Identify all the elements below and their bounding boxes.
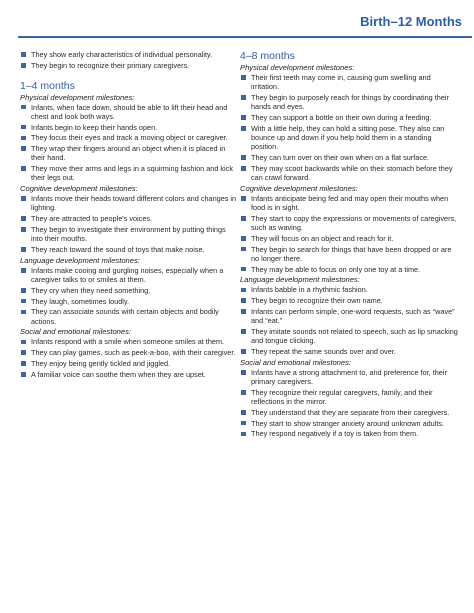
list-item bbox=[240, 194, 458, 212]
square-bullet-icon bbox=[21, 196, 26, 201]
list-item-text: They start to copy the expressions or movements of caregivers, such as waving. bbox=[251, 213, 457, 232]
list-item bbox=[240, 153, 458, 162]
list-item bbox=[20, 194, 238, 212]
group-title-social: Social and emotional milestones: bbox=[240, 357, 352, 367]
physical-list bbox=[20, 103, 238, 183]
square-bullet-icon bbox=[241, 236, 246, 241]
square-bullet-icon bbox=[21, 105, 26, 110]
list-item-text: Infants have a strong attachment to, and preference for, their primary caregivers. bbox=[251, 367, 447, 386]
list-item bbox=[20, 359, 238, 368]
list-item-text: They begin to purposely reach for things by coordinating their hands and eyes. bbox=[251, 93, 449, 112]
list-item bbox=[20, 133, 238, 142]
list-item bbox=[20, 50, 238, 59]
list-item bbox=[240, 113, 458, 122]
list-item-text: They are attracted to people's voices. bbox=[31, 214, 153, 224]
group-title-physical: Physical development milestones: bbox=[20, 92, 135, 102]
list-item bbox=[240, 265, 458, 274]
list-item bbox=[20, 286, 238, 295]
list-item bbox=[240, 124, 458, 152]
list-item-text: They may scoot backwards while on their stomach before they can crawl forward. bbox=[251, 163, 453, 182]
square-bullet-icon bbox=[21, 268, 26, 273]
list-item-text: Infants can perform simple, one-word requests, such as “wave” and “eat.” bbox=[251, 306, 455, 326]
square-bullet-icon bbox=[241, 95, 246, 100]
list-item bbox=[240, 429, 458, 438]
square-bullet-icon bbox=[241, 216, 246, 221]
group-title-physical: Physical development milestones: bbox=[240, 63, 355, 72]
square-bullet-icon bbox=[241, 370, 246, 375]
list-item-text: They reach toward the sound of toys that make noise. bbox=[31, 244, 205, 254]
list-item-text: Infants babble in a rhythmic fashion. bbox=[251, 285, 368, 295]
physical-list bbox=[240, 73, 458, 182]
list-item bbox=[240, 419, 458, 428]
group-title-cognitive: Cognitive development milestones: bbox=[20, 184, 138, 194]
list-item-text: They move their arms and legs in a squirming fashion and kick their legs out. bbox=[31, 164, 233, 183]
square-bullet-icon bbox=[21, 247, 26, 252]
square-bullet-icon bbox=[21, 216, 26, 221]
square-bullet-icon bbox=[241, 155, 246, 160]
list-item bbox=[240, 296, 458, 305]
square-bullet-icon bbox=[241, 298, 246, 303]
list-item bbox=[240, 307, 458, 325]
list-item-text: They laugh, sometimes loudly. bbox=[31, 296, 130, 306]
list-item-text: They show early characteristics of individual personality. bbox=[31, 50, 213, 59]
section-title-1-4-months: 1–4 months bbox=[20, 79, 75, 92]
square-bullet-icon bbox=[21, 166, 26, 171]
list-item-text: They will focus on an object and reach for it. bbox=[251, 233, 394, 243]
list-item bbox=[240, 285, 458, 294]
square-bullet-icon bbox=[241, 247, 246, 252]
list-item bbox=[20, 123, 238, 132]
list-item-text: They understand that they are separate from their caregivers. bbox=[251, 407, 450, 417]
square-bullet-icon bbox=[241, 115, 246, 120]
square-bullet-icon bbox=[21, 310, 26, 315]
list-item-text: They begin to investigate their environment by putting things into their mouths. bbox=[31, 224, 226, 244]
list-item bbox=[20, 144, 238, 162]
list-item bbox=[20, 164, 238, 182]
square-bullet-icon bbox=[241, 432, 246, 437]
list-item-text: A familiar voice can soothe them when they are upset. bbox=[31, 369, 206, 379]
square-bullet-icon bbox=[241, 390, 246, 395]
square-bullet-icon bbox=[21, 146, 26, 151]
list-item-text: They recognize their regular caregivers, family, and their reflections in the mirror. bbox=[251, 387, 433, 406]
list-item bbox=[240, 347, 458, 356]
list-item bbox=[240, 164, 458, 182]
list-item-text: With a little help, they can hold a sitting pose. They also can bounce up and down if you help hold them in a standing position. bbox=[251, 123, 445, 152]
list-item bbox=[20, 348, 238, 357]
list-item bbox=[240, 73, 458, 91]
list-item-text: They start to show stranger anxiety around unknown adults. bbox=[251, 418, 445, 428]
square-bullet-icon bbox=[21, 361, 26, 366]
list-item bbox=[20, 297, 238, 306]
square-bullet-icon bbox=[21, 227, 26, 232]
square-bullet-icon bbox=[21, 372, 26, 377]
social-list bbox=[20, 337, 238, 379]
square-bullet-icon bbox=[241, 349, 246, 354]
list-item bbox=[20, 245, 238, 254]
list-item-text: They respond negatively if a toy is taken from them. bbox=[251, 429, 419, 439]
list-item-text: They begin to search for things that have been dropped or are no longer there. bbox=[251, 244, 452, 263]
list-item-text: They begin to recognize their primary caregivers. bbox=[31, 60, 190, 70]
list-item bbox=[240, 408, 458, 417]
list-item-text: They focus their eyes and track a moving object or caregiver. bbox=[31, 133, 228, 143]
list-item bbox=[20, 225, 238, 243]
list-item bbox=[240, 388, 458, 406]
list-item bbox=[20, 266, 238, 284]
intro-list bbox=[20, 50, 238, 70]
list-item bbox=[20, 61, 238, 70]
square-bullet-icon bbox=[241, 421, 246, 426]
list-item-text: They imitate sounds not related to speech, such as lip smacking and tongue clicking. bbox=[251, 326, 458, 346]
list-item bbox=[20, 370, 238, 379]
list-item-text: Infants anticipate being fed and may open their mouths when food is in sight. bbox=[251, 193, 449, 212]
square-bullet-icon bbox=[21, 63, 26, 68]
list-item bbox=[240, 327, 458, 345]
square-bullet-icon bbox=[21, 136, 26, 141]
list-item-text: They may be able to focus on only one toy at a time. bbox=[251, 264, 421, 274]
list-item-text: They enjoy being gently tickled and jiggled. bbox=[31, 358, 171, 368]
left-column bbox=[20, 50, 238, 381]
square-bullet-icon bbox=[241, 288, 246, 293]
square-bullet-icon bbox=[21, 125, 26, 130]
group-title-cognitive: Cognitive development milestones: bbox=[240, 183, 358, 193]
list-item-text: They can associate sounds with certain objects and bodily actions. bbox=[31, 307, 219, 326]
list-item-text: They can support a bottle on their own during a feeding. bbox=[251, 113, 432, 122]
list-item bbox=[240, 368, 458, 386]
list-item-text: Infants begin to keep their hands open. bbox=[31, 122, 158, 132]
list-item-text: Infants respond with a smile when someone smiles at them. bbox=[31, 337, 225, 347]
square-bullet-icon bbox=[241, 267, 246, 272]
list-item-text: They begin to recognize their own name. bbox=[251, 296, 383, 306]
square-bullet-icon bbox=[241, 75, 246, 80]
list-item bbox=[20, 103, 238, 121]
cognitive-list bbox=[240, 194, 458, 274]
list-item-text: They can turn over on their own when on a flat surface. bbox=[251, 153, 430, 162]
list-item-text: Infants, when face down, should be able to lift their head and chest and look both ways. bbox=[31, 102, 228, 121]
list-item-text: They repeat the same sounds over and over. bbox=[251, 346, 396, 356]
list-item-text: They can play games, such as peek-a-boo, with their caregiver. bbox=[31, 348, 236, 358]
list-item-text: Infants move their heads toward different colors and changes in lighting. bbox=[31, 194, 237, 213]
list-item bbox=[20, 337, 238, 346]
square-bullet-icon bbox=[21, 350, 26, 355]
header-rule bbox=[18, 36, 472, 38]
square-bullet-icon bbox=[241, 126, 246, 131]
list-item bbox=[20, 307, 238, 325]
list-item bbox=[240, 234, 458, 243]
square-bullet-icon bbox=[21, 340, 26, 345]
list-item bbox=[20, 214, 238, 223]
square-bullet-icon bbox=[21, 288, 26, 293]
group-title-language: Language development milestones: bbox=[240, 275, 360, 285]
square-bullet-icon bbox=[241, 410, 246, 415]
list-item-text: They wrap their fingers around an object when it is placed in their hand. bbox=[31, 144, 226, 163]
list-item bbox=[240, 214, 458, 232]
list-item bbox=[240, 245, 458, 263]
group-title-language: Language development milestones: bbox=[20, 255, 140, 265]
language-list bbox=[20, 266, 238, 326]
section-title-4-8-months: 4–8 months bbox=[240, 50, 295, 62]
list-item-text: Infants make cooing and gurgling noises, especially when a caregiver talks to or smiles at them. bbox=[31, 265, 224, 284]
square-bullet-icon bbox=[21, 52, 26, 57]
group-title-social: Social and emotional milestones: bbox=[20, 327, 132, 337]
cognitive-list bbox=[20, 194, 238, 254]
square-bullet-icon bbox=[241, 196, 246, 201]
square-bullet-icon bbox=[21, 299, 26, 304]
square-bullet-icon bbox=[241, 329, 246, 334]
square-bullet-icon bbox=[241, 309, 246, 314]
right-column bbox=[240, 50, 458, 440]
square-bullet-icon bbox=[241, 166, 246, 171]
language-list bbox=[240, 285, 458, 356]
page-title: Birth–12 Months bbox=[360, 14, 462, 29]
list-item-text: Their first teeth may come in, causing gum swelling and irritation. bbox=[251, 73, 431, 92]
list-item bbox=[240, 93, 458, 111]
list-item-text: They cry when they need something. bbox=[31, 285, 151, 295]
social-list bbox=[240, 368, 458, 439]
